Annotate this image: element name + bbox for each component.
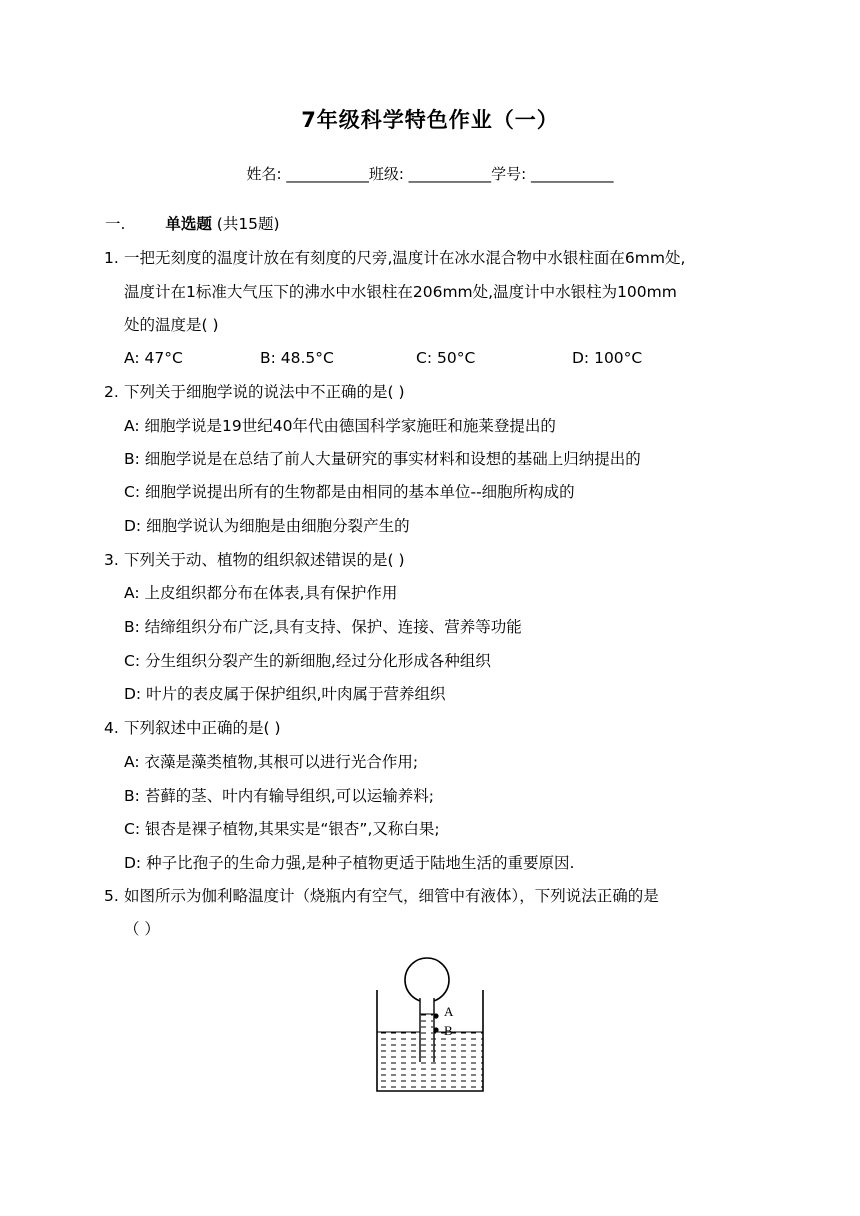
section-title: 单选题	[165, 215, 212, 233]
tube-liquid	[421, 1014, 433, 1062]
question-1-number: 1.	[104, 249, 119, 267]
label-a: A	[444, 1004, 454, 1019]
question-4-line-1: 下列叙述中正确的是( )	[124, 719, 281, 737]
question-1-option-b: B: 48.5°C	[260, 349, 334, 367]
question-4-option-d: D: 种子比孢子的生命力强,是种子植物更适于陆地生活的重要原因.	[124, 854, 575, 872]
section-header	[105, 212, 280, 234]
page-title: 7年级科学特色作业（一）	[301, 108, 559, 132]
question-1-option-a: A: 47°C	[124, 349, 183, 367]
question-1-line-3: 处的温度是( )	[124, 316, 219, 334]
question-5-number: 5.	[104, 887, 119, 905]
question-4-option-b: B: 苔藓的茎、叶内有输导组织,可以运输养料;	[124, 787, 434, 805]
question-4-option-a: A: 衣藻是藻类植物,其根可以进行光合作用;	[124, 753, 419, 771]
question-2-option-b: B: 细胞学说是在总结了前人大量研究的事实材料和设想的基础上归纳提出的	[124, 450, 641, 468]
question-4-number: 4.	[104, 719, 119, 737]
question-1-line-2: 温度计在1标准大气压下的沸水中水银柱在206mm处,温度计中水银柱为100mm	[124, 283, 677, 301]
question-3-number: 3.	[104, 551, 119, 569]
question-2-line-1: 下列关于细胞学说的说法中不正确的是( )	[124, 383, 405, 401]
question-4-option-c: C: 银杏是裸子植物,其果实是“银杏”,又称白果;	[124, 820, 440, 838]
galileo-thermometer-figure	[370, 952, 490, 1094]
question-5-line-2: （ ）	[124, 920, 160, 938]
question-3-line-1: 下列关于动、植物的组织叙述错误的是( )	[124, 551, 405, 569]
section-count: (共15题)	[216, 215, 280, 233]
label-b: B	[444, 1023, 453, 1038]
section-number: 一.	[105, 215, 126, 233]
question-3-option-a: A: 上皮组织都分布在体表,具有保护作用	[124, 584, 398, 602]
point-b	[433, 1027, 438, 1032]
point-a	[433, 1013, 438, 1018]
student-info-line: 姓名: ___________班级: ___________学号: ___________	[246, 165, 614, 183]
question-3-option-d: D: 叶片的表皮属于保护组织,叶肉属于营养组织	[124, 685, 446, 703]
question-2-number: 2.	[104, 383, 119, 401]
question-3-option-b: B: 结缔组织分布广泛,具有支持、保护、连接、营养等功能	[124, 618, 522, 636]
question-2-option-d: D: 细胞学说认为细胞是由细胞分裂产生的	[124, 517, 410, 535]
flask-bulb	[405, 958, 449, 1002]
question-1-option-c: C: 50°C	[416, 349, 476, 367]
question-1-option-d: D: 100°C	[572, 349, 643, 367]
question-1-line-1: 一把无刻度的温度计放在有刻度的尺旁,温度计在冰水混合物中水银柱面在6mm处,	[124, 249, 686, 267]
question-2-option-a: A: 细胞学说是19世纪40年代由德国科学家施旺和施莱登提出的	[124, 417, 556, 435]
question-2-option-c: C: 细胞学说提出所有的生物都是由相同的基本单位--细胞所构成的	[124, 483, 575, 501]
question-5-line-1: 如图所示为伽利略温度计（烧瓶内有空气，细管中有液体），下列说法正确的是	[124, 887, 659, 905]
question-3-option-c: C: 分生组织分裂产生的新细胞,经过分化形成各种组织	[124, 652, 491, 670]
